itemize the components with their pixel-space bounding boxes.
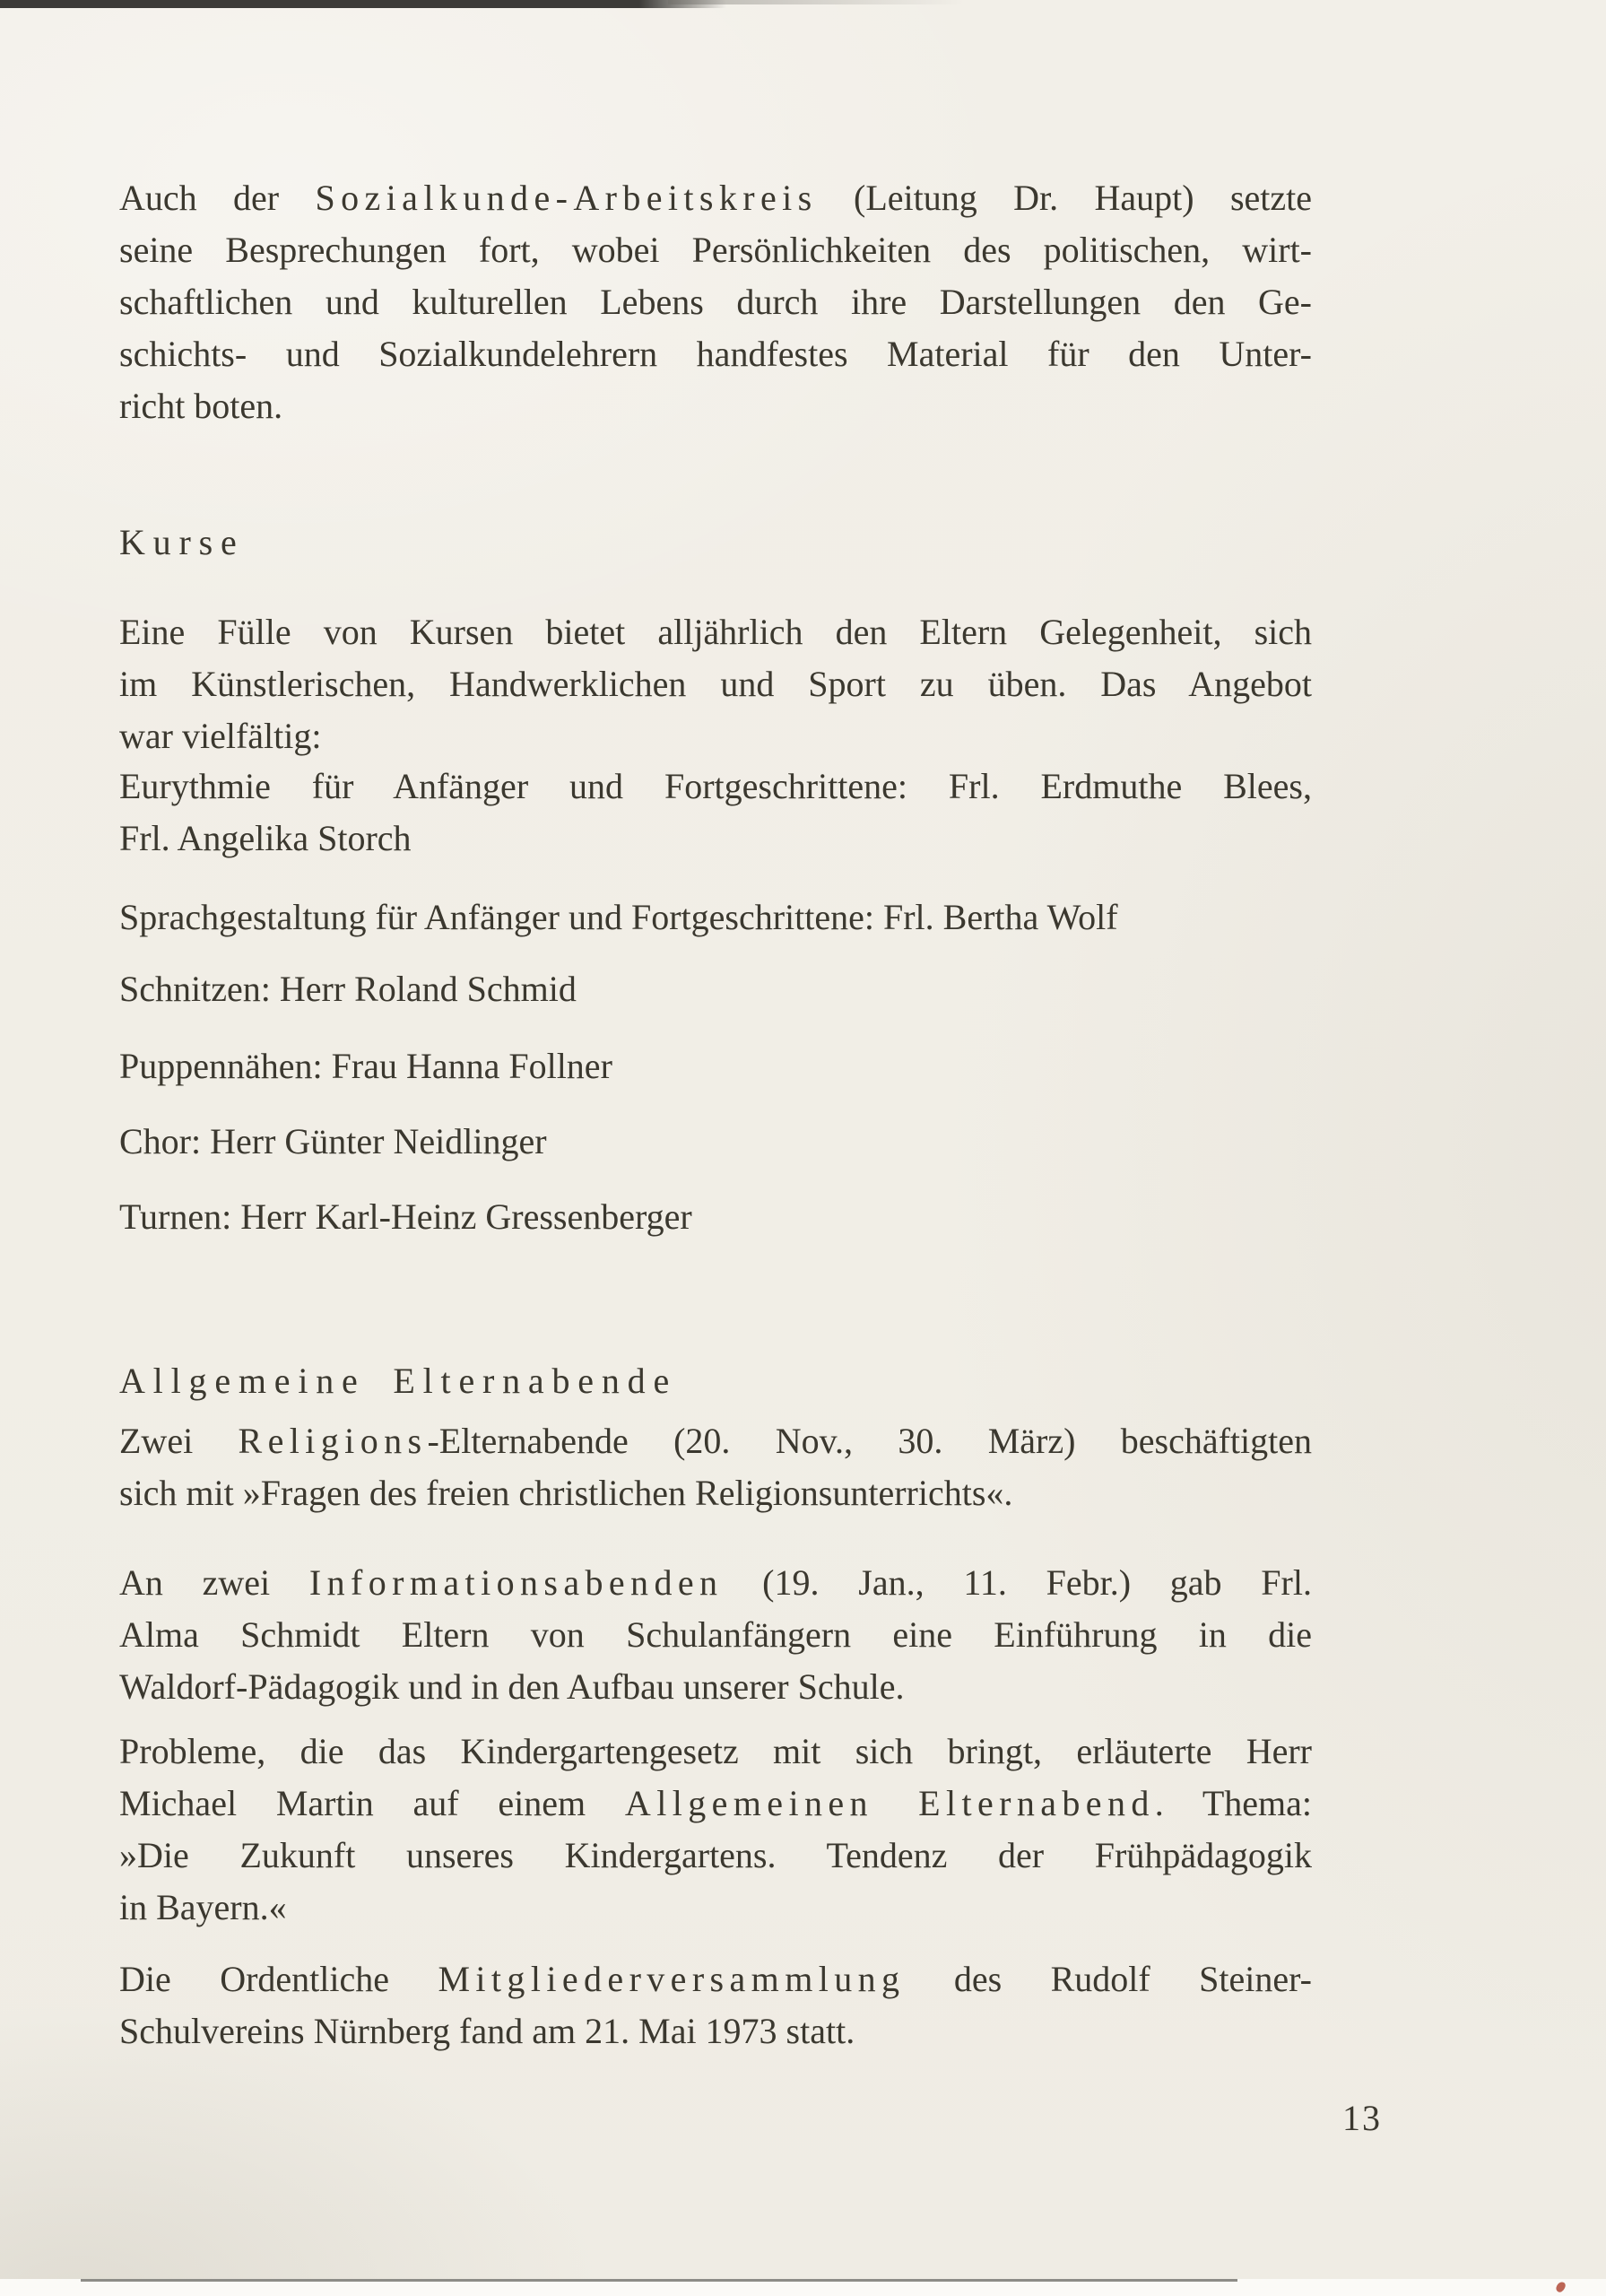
- scan-edge-top: [0, 0, 726, 8]
- body-text: war vielfältig:: [119, 716, 322, 756]
- letterspaced-text: Sozialkunde-Arbeitskreis: [315, 178, 818, 218]
- text-line: [119, 1726, 1312, 1778]
- heading-line: [119, 517, 1312, 569]
- text-line: [119, 606, 1312, 658]
- body-text: An zwei: [119, 1562, 309, 1603]
- paragraph-kindergartengesetz: [119, 1726, 1312, 1934]
- text-line: [119, 224, 1312, 276]
- body-text: in Bayern.«: [119, 1887, 287, 1927]
- scan-edge-top-faint: [668, 0, 964, 4]
- body-text: Chor: Herr Günter Neidlinger: [119, 1121, 547, 1161]
- body-text: Probleme, die das Kindergartengesetz mit sich bringt, erläuterte Herr: [119, 1731, 1312, 1771]
- body-text: . Thema:: [1154, 1783, 1313, 1823]
- body-text: Auch der: [119, 178, 316, 218]
- body-text: schichts- und Sozialkundelehrern handfestes Material für den Unter-: [119, 334, 1312, 374]
- body-text: Zwei: [119, 1421, 239, 1461]
- text-line: [119, 891, 1312, 944]
- text-line: [119, 963, 1312, 1015]
- course-puppennaehen: [119, 1040, 1312, 1092]
- text-line: [119, 1415, 1312, 1467]
- text-line: [119, 1778, 1312, 1830]
- body-text: richt boten.: [119, 386, 283, 426]
- body-text: Die Ordentliche: [119, 1959, 438, 1999]
- text-line: [119, 1953, 1312, 2005]
- body-text: Turnen: Herr Karl-Heinz Gressenberger: [119, 1196, 692, 1237]
- body-text: (Leitung Dr. Haupt) setzte: [817, 178, 1312, 218]
- paragraph-religions-elternabende: [119, 1415, 1312, 1519]
- text-line: [119, 328, 1312, 380]
- paragraph-sozialkunde-arbeitskreis: [119, 172, 1312, 432]
- course-turnen: [119, 1191, 1312, 1243]
- text-line: [119, 380, 1312, 432]
- text-line: [119, 1830, 1312, 1882]
- course-chor: [119, 1116, 1312, 1168]
- body-text: im Künstlerischen, Handwerklichen und Sport zu üben. Das Angebot: [119, 664, 1312, 704]
- scan-line-bottom: [81, 2279, 1237, 2282]
- letterspaced-text: Allgemeinen Elternabend: [624, 1783, 1155, 1823]
- body-text: Alma Schmidt Eltern von Schulanfängern eine Einführung in die: [119, 1614, 1312, 1655]
- body-text: sich mit »Fragen des freien christlichen Religionsunterrichts«.: [119, 1473, 1013, 1513]
- text-line: [119, 276, 1312, 328]
- letterspaced-text: Informationsabenden: [308, 1562, 724, 1603]
- course-sprachgestaltung: [119, 891, 1312, 944]
- body-text: Sprachgestaltung für Anfänger und Fortgeschrittene: Frl. Bertha Wolf: [119, 897, 1118, 937]
- course-schnitzen: [119, 963, 1312, 1015]
- heading-allgemeine-elternabende-text: Allgemeine Elternabende: [119, 1361, 677, 1401]
- heading-allgemeine-elternabende: [119, 1355, 1312, 1407]
- text-line: [119, 761, 1312, 813]
- text-line: [119, 1040, 1312, 1092]
- text-line: [119, 1609, 1312, 1661]
- body-text: Schnitzen: Herr Roland Schmid: [119, 969, 577, 1009]
- body-text: schaftlichen und kulturellen Lebens durch ihre Darstellungen den Ge-: [119, 282, 1312, 322]
- text-line: [119, 1557, 1312, 1609]
- heading-line: [119, 1355, 1312, 1407]
- body-text: Eine Fülle von Kursen bietet alljährlich den Eltern Gelegenheit, sich: [119, 612, 1312, 652]
- text-line: [119, 813, 1312, 865]
- heading-kurse: [119, 517, 1312, 569]
- text-line: [119, 1116, 1312, 1168]
- body-text: Eurythmie für Anfänger und Fortgeschrittene: Frl. Erdmuthe Blees,: [119, 766, 1312, 806]
- body-text: Michael Martin auf einem: [119, 1783, 625, 1823]
- body-text: (19. Jan., 11. Febr.) gab Frl.: [723, 1562, 1312, 1603]
- text-line: [119, 2005, 1312, 2057]
- body-text: Frl. Angelika Storch: [119, 818, 412, 858]
- paragraph-mitgliederversammlung: [119, 1953, 1312, 2057]
- text-line: [119, 172, 1312, 224]
- body-text: Puppennähen: Frau Hanna Follner: [119, 1046, 612, 1086]
- text-line: [119, 710, 1312, 762]
- body-text: seine Besprechungen fort, wobei Persönlichkeiten des politischen, wirt-: [119, 230, 1312, 270]
- heading-kurse-text: Kurse: [119, 522, 245, 562]
- letterspaced-text: Mitgliederversammlung: [438, 1959, 906, 1999]
- text-line: [119, 1882, 1312, 1934]
- body-text: -Elternabende (20. Nov., 30. März) beschäftigten: [427, 1421, 1312, 1461]
- body-text: »Die Zukunft unseres Kindergartens. Tendenz der Frühpädagogik: [119, 1835, 1312, 1875]
- text-line: [119, 1467, 1312, 1519]
- paragraph-kurse-intro: [119, 606, 1312, 762]
- body-text: Schulvereins Nürnberg fand am 21. Mai 1973 statt.: [119, 2011, 855, 2051]
- body-text: Waldorf-Pädagogik und in den Aufbau unserer Schule.: [119, 1666, 905, 1707]
- course-eurythmie: [119, 761, 1312, 865]
- body-text: des Rudolf Steiner-: [905, 1959, 1312, 1999]
- paragraph-informationsabende: [119, 1557, 1312, 1713]
- text-line: [119, 1191, 1312, 1243]
- page-number: 13: [1342, 2098, 1382, 2138]
- text-line: [119, 658, 1312, 710]
- text-line: [119, 1661, 1312, 1713]
- letterspaced-text: Religions: [238, 1421, 428, 1461]
